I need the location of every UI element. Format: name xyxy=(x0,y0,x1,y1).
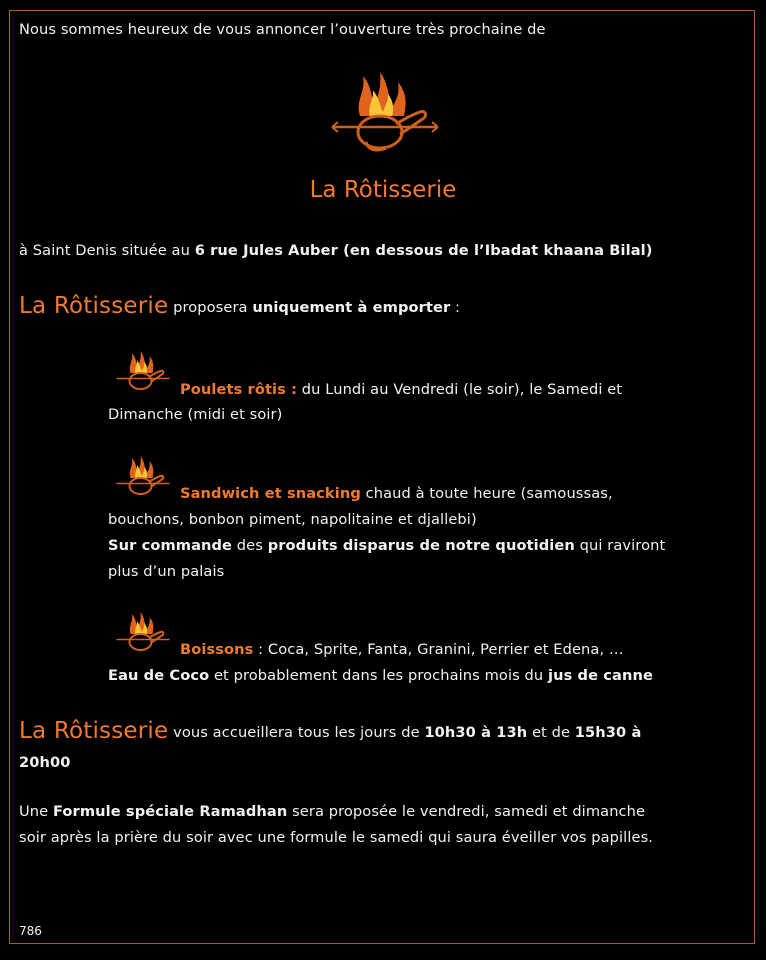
page-number: 786 xyxy=(19,924,42,938)
rotisserie-flame-logo xyxy=(330,70,440,154)
item-sandwich-line3: Sur commande des produits disparus de notre quotidien qui raviront xyxy=(108,537,666,554)
item-drinks-line2: Eau de Coco et probablement dans les prochains mois du jus de canne xyxy=(108,667,653,684)
ramadan-offer: Une Formule spéciale Ramadhan sera proposée le vendredi, samedi et dimanche xyxy=(19,803,646,820)
item-drinks: Boissons : Coca, Sprite, Fanta, Granini, Perrier et Edena, … xyxy=(180,641,624,658)
bullet-flame-icon xyxy=(108,455,178,497)
item-sandwich: Sandwich et snacking chaud à toute heure (samoussas, xyxy=(180,485,613,502)
intro-text: Nous sommes heureux de vous annoncer l’ouverture très prochaine de xyxy=(19,21,546,38)
offer-line: La Rôtisserie proposera uniquement à emporter : xyxy=(19,293,461,319)
opening-hours: La Rôtisserie vous accueillera tous les jours de 10h30 à 13h et de 15h30 à xyxy=(19,718,642,744)
bullet-flame-icon xyxy=(108,611,178,653)
item-roast-chicken-line2: Dimanche (midi et soir) xyxy=(108,406,283,423)
item-sandwich-line4: plus d’un palais xyxy=(108,563,225,580)
address-line: à Saint Denis située au 6 rue Jules Auber (en dessous de l’Ibadat khaana Bilal) xyxy=(19,242,653,259)
ramadan-offer-line2: soir après la prière du soir avec une formule le samedi qui saura éveiller vos papilles. xyxy=(19,829,654,846)
opening-hours-line2: 20h00 xyxy=(19,754,71,771)
item-roast-chicken: Poulets rôtis : du Lundi au Vendredi (le soir), le Samedi et xyxy=(180,381,623,398)
item-sandwich-line2: bouchons, bonbon piment, napolitaine et djallebi) xyxy=(108,511,477,528)
bullet-flame-icon xyxy=(108,350,178,392)
restaurant-title: La Rôtisserie xyxy=(309,177,457,203)
